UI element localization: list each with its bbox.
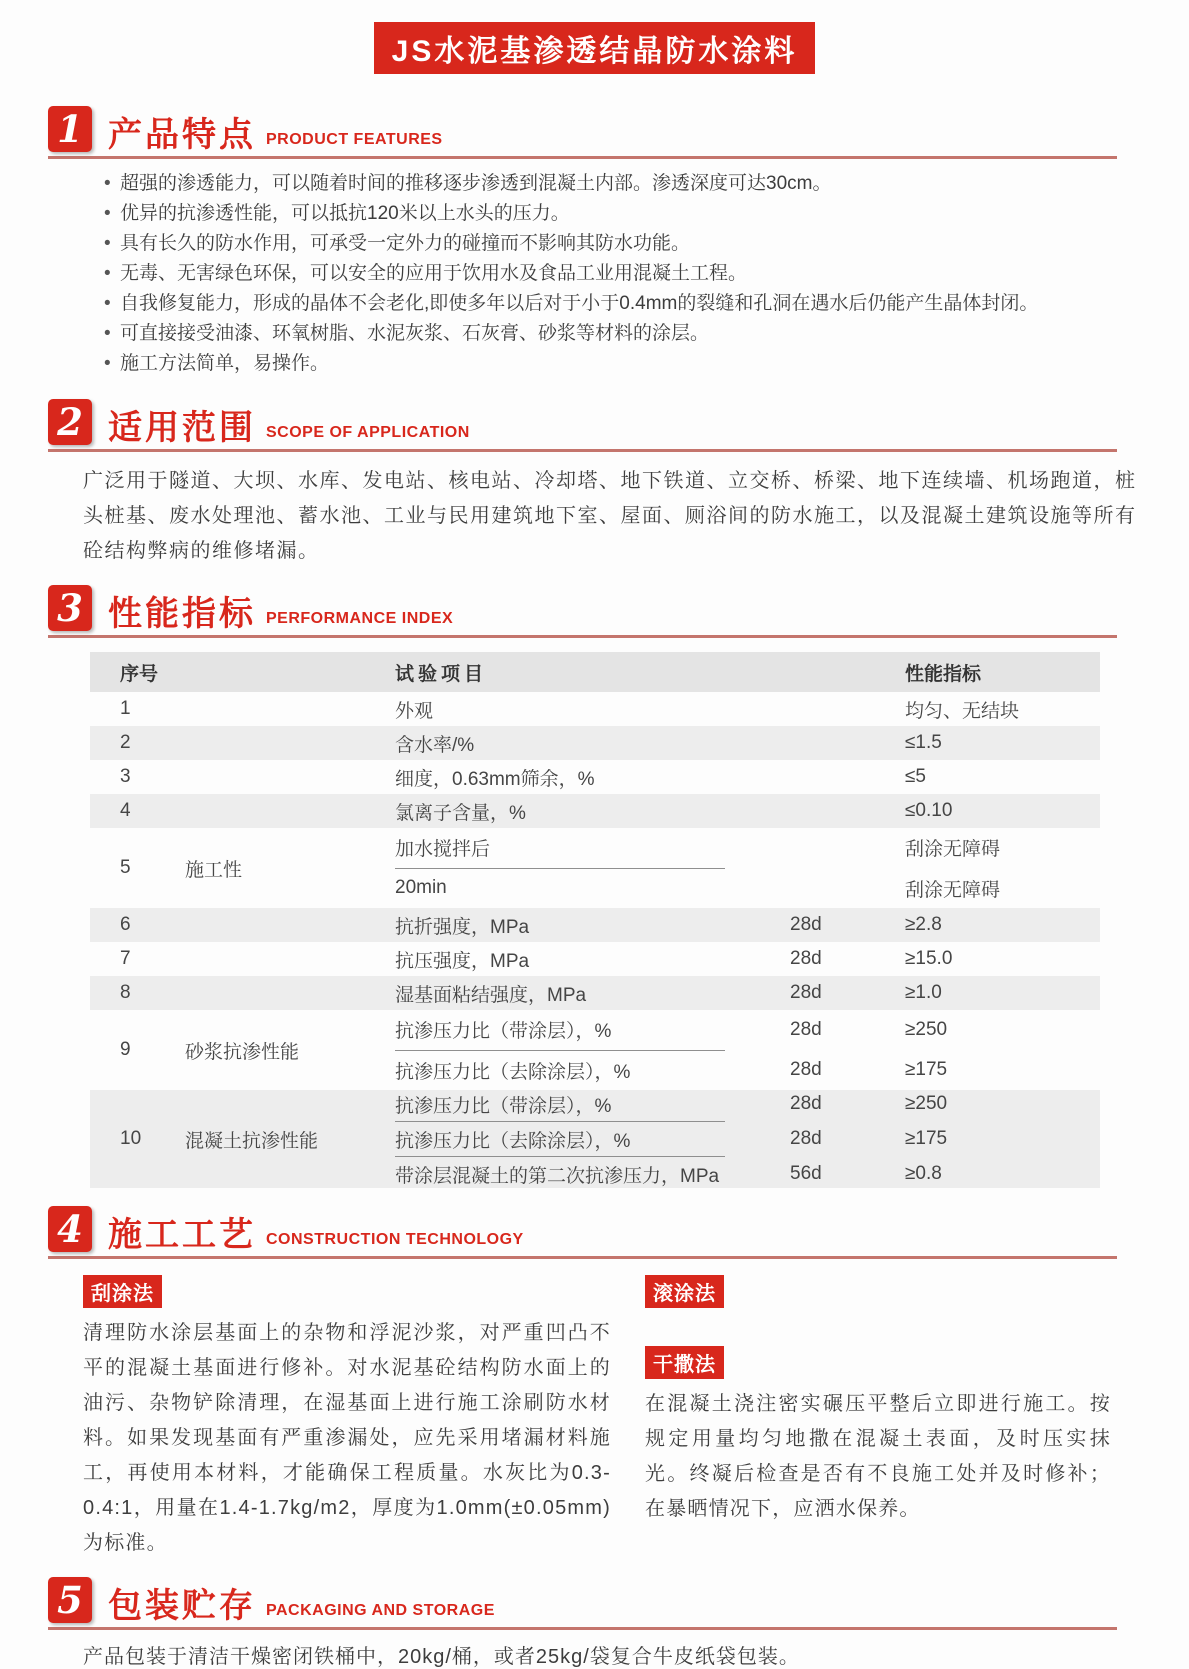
section-title-en: PERFORMANCE INDEX xyxy=(266,610,454,627)
cell-age: 28d xyxy=(790,1093,822,1114)
bullet-dot-icon: • xyxy=(104,173,111,194)
cell-subrows xyxy=(385,760,1100,794)
cell-group: 混凝土抗渗性能 xyxy=(185,1130,319,1152)
cell-group xyxy=(180,726,385,760)
cell-age: 28d xyxy=(790,914,822,935)
cell-test-item: 带涂层混凝土的第二次抗渗压力，MPa xyxy=(395,1165,720,1187)
cell-test-item: 氯离子含量，% xyxy=(395,802,526,824)
cell-subrows xyxy=(385,692,1100,726)
cell-test-item: 细度，0.63mm筛余，% xyxy=(395,768,595,790)
bullet-dot-icon: • xyxy=(104,263,111,284)
cell-index-value: ≤0.10 xyxy=(905,800,953,821)
page-title: JS水泥基渗透结晶防水涂料 xyxy=(374,22,816,74)
cell-index-value: ≥250 xyxy=(905,1093,948,1114)
cell-subrows xyxy=(385,794,1100,828)
feature-bullet xyxy=(104,319,1129,349)
table-subrow xyxy=(385,908,1100,942)
feature-text: 超强的渗透能力，可以随着时间的推移逐步渗透到混凝土内部。渗透深度可达30cm。 xyxy=(120,173,832,194)
feature-text: 可直接接受油漆、环氧树脂、水泥灰浆、石灰膏、砂浆等材料的涂层。 xyxy=(120,323,710,344)
section-title-en: PACKAGING AND STORAGE xyxy=(266,1602,495,1619)
table-row xyxy=(90,692,1100,726)
feature-bullet xyxy=(104,259,1129,289)
header-no: 序号 xyxy=(120,663,159,685)
cell-subrows xyxy=(385,942,1100,976)
cell-no: 8 xyxy=(120,982,131,1003)
method-roll xyxy=(645,1275,1111,1308)
section-title-zh: 产品特点 xyxy=(108,116,256,154)
header-test: 试验项目 xyxy=(395,663,488,685)
feature-text: 具有长久的防水作用，可承受一定外力的碰撞而不影响其防水功能。 xyxy=(120,233,691,254)
feature-bullet xyxy=(104,349,1129,379)
table-row xyxy=(90,1010,1100,1090)
cell-no: 3 xyxy=(120,766,131,787)
cell-group xyxy=(180,760,385,794)
section-title-en: PRODUCT FEATURES xyxy=(266,131,443,148)
cell-index-value: ≥175 xyxy=(905,1059,948,1081)
section-header-product-features xyxy=(48,106,1117,159)
feature-text: 自我修复能力，形成的晶体不会老化,即使多年以后对于小于0.4mm的裂缝和孔洞在遇水后仍能产生晶体封闭。 xyxy=(120,293,1039,314)
cell-index-value: ≥15.0 xyxy=(905,948,953,969)
cell-test-item: 抗渗压力比（带涂层），% xyxy=(395,1095,612,1117)
cell-test-item: 抗压强度，MPa xyxy=(395,950,530,972)
cell-index-value: ≥175 xyxy=(905,1128,948,1149)
cell-test-item: 抗渗压力比（带涂层），% xyxy=(395,1021,612,1043)
cell-test-item: 外观 xyxy=(395,700,434,722)
table-body xyxy=(90,692,1100,1188)
table-subrow xyxy=(385,760,1100,794)
cell-subrows xyxy=(385,828,1100,908)
cell-index-value: ≤5 xyxy=(905,766,926,787)
table-row xyxy=(90,976,1100,1010)
cell-subrows xyxy=(385,1090,1100,1188)
cell-group: 砂浆抗渗性能 xyxy=(185,1041,300,1063)
cell-index-value: ≥2.8 xyxy=(905,914,942,935)
section-title-en: CONSTRUCTION TECHNOLOGY xyxy=(266,1231,524,1248)
cell-test-item: 湿基面粘结强度，MPa xyxy=(395,984,587,1006)
cell-no: 9 xyxy=(120,1039,131,1060)
cell-age: 28d xyxy=(790,948,822,969)
table-subrow xyxy=(385,692,1100,726)
cell-test-item: 抗渗压力比（去除涂层），% xyxy=(395,1130,631,1152)
table-subrow xyxy=(385,942,1100,976)
section-title-en: SCOPE OF APPLICATION xyxy=(266,424,470,441)
table-subrow xyxy=(385,828,1100,868)
feature-list xyxy=(104,169,1129,379)
table-subrow xyxy=(385,1122,1100,1156)
cell-age: 28d xyxy=(790,982,822,1003)
cell-no: 2 xyxy=(120,732,131,753)
bullet-dot-icon: • xyxy=(104,353,111,374)
cell-no: 6 xyxy=(120,914,131,935)
table-subrow xyxy=(385,1010,1100,1050)
cell-test-item: 抗渗压力比（去除涂层），% xyxy=(395,1061,631,1083)
bullet-dot-icon: • xyxy=(104,233,111,254)
section-title-zh: 适用范围 xyxy=(108,409,256,447)
table-subrow xyxy=(385,1051,1100,1091)
section-title-zh: 包装贮存 xyxy=(108,1587,256,1625)
cell-test-item: 抗折强度，MPa xyxy=(395,916,530,938)
table-row xyxy=(90,908,1100,942)
method-scrape xyxy=(83,1275,611,1561)
table-subrow xyxy=(385,976,1100,1010)
table-subrow xyxy=(385,794,1100,828)
feature-bullet xyxy=(104,289,1129,319)
table-subrow xyxy=(385,1157,1100,1191)
table-row xyxy=(90,726,1100,760)
feature-bullet xyxy=(104,199,1129,229)
section-header-performance xyxy=(48,585,1117,638)
cell-subrows xyxy=(385,976,1100,1010)
bullet-dot-icon: • xyxy=(104,323,111,344)
cell-no: 4 xyxy=(120,800,131,821)
table-row xyxy=(90,760,1100,794)
cell-age: 28d xyxy=(790,1059,822,1081)
feature-text: 无毒、无害绿色环保，可以安全的应用于饮用水及食品工业用混凝土工程。 xyxy=(120,263,748,284)
cell-index-value: 均匀、无结块 xyxy=(905,700,1020,722)
cell-subrows xyxy=(385,1010,1100,1090)
method-right-column xyxy=(645,1275,1111,1561)
section-header-scope xyxy=(48,399,1117,452)
cell-index-value: ≤1.5 xyxy=(905,732,942,753)
feature-bullet xyxy=(104,229,1129,259)
scope-paragraph: 广泛用于隧道、大坝、水库、发电站、核电站、冷却塔、地下铁道、立交桥、桥梁、地下连续墙、机场跑道，桩头桩基、废水处理池、蓄水池、工业与民用建筑地下室、屋面、厕浴间的防水施工，以及混凝土建筑设施等所有砼结构弊病的维修堵漏。 xyxy=(83,470,1137,562)
table-row xyxy=(90,1090,1100,1188)
performance-table xyxy=(90,652,1100,1188)
method-badge-scrape: 刮涂法 xyxy=(83,1275,162,1308)
cell-group: 施工性 xyxy=(185,859,243,881)
method-paragraph-dry: 在混凝土浇注密实碾压平整后立即进行施工。按规定用量均匀地撒在混凝土表面，及时压实抹光。终凝后检查是否有不良施工处并及时修补；在暴晒情况下，应洒水保养。 xyxy=(645,1393,1111,1520)
cell-group xyxy=(180,976,385,1010)
section-number: 1 xyxy=(48,106,92,152)
bullet-dot-icon: • xyxy=(104,293,111,314)
header-index: 性能指标 xyxy=(905,663,982,685)
table-row xyxy=(90,942,1100,976)
packaging-paragraph: 产品包装于清洁干燥密闭铁桶中，20kg/桶，或者25kg/袋复合牛皮纸袋包装。 xyxy=(83,1646,800,1668)
cell-index-value: 刮涂无障碍 xyxy=(905,879,1001,901)
section-number: 2 xyxy=(48,399,92,445)
cell-group xyxy=(180,908,385,942)
table-row xyxy=(90,794,1100,828)
cell-index-value: ≥1.0 xyxy=(905,982,942,1003)
title-bar xyxy=(0,0,1189,74)
cell-no: 7 xyxy=(120,948,131,969)
section-title-zh: 性能指标 xyxy=(108,595,256,633)
cell-group xyxy=(180,692,385,726)
cell-index-value: 刮涂无障碍 xyxy=(905,839,1001,861)
section-title-zh: 施工工艺 xyxy=(108,1216,256,1254)
cell-no: 1 xyxy=(120,698,131,719)
table-header-row xyxy=(90,652,1100,692)
feature-text: 优异的抗渗透性能，可以抵抗120米以上水头的压力。 xyxy=(120,203,570,224)
cell-age: 28d xyxy=(790,1018,822,1040)
cell-subrows xyxy=(385,908,1100,942)
cell-group xyxy=(180,794,385,828)
cell-index-value: ≥250 xyxy=(905,1018,948,1040)
section-header-construction xyxy=(48,1206,1117,1259)
method-badge-dry: 干撒法 xyxy=(645,1346,724,1379)
table-subrow xyxy=(385,1087,1100,1121)
method-dry xyxy=(645,1346,1111,1527)
cell-no: 10 xyxy=(120,1128,142,1149)
cell-group xyxy=(180,942,385,976)
table-subrow xyxy=(385,726,1100,760)
cell-age: 28d xyxy=(790,1128,822,1149)
method-paragraph-scrape: 清理防水涂层基面上的杂物和浮泥沙浆，对严重凹凸不平的混凝土基面进行修补。对水泥基砼结构防水面上的油污、杂物铲除清理，在湿基面上进行施工涂刷防水材料。如果发现基面有严重渗漏处，应先采用堵漏材料施工，再使用本材料，才能确保工程质量。水灰比为0.3-0.4:1，用量在1.4-1.7kg/m2，厚度为1.0mm(±0.05mm)为标准。 xyxy=(83,1322,611,1554)
cell-no: 5 xyxy=(120,857,131,878)
cell-test-item: 加水搅拌后 xyxy=(395,839,491,861)
section-header-packaging xyxy=(48,1577,1117,1630)
bullet-dot-icon: • xyxy=(104,203,111,224)
cell-subrows xyxy=(385,726,1100,760)
method-badge-roll: 滚涂法 xyxy=(645,1275,724,1308)
feature-bullet xyxy=(104,169,1129,199)
table-subrow xyxy=(385,869,1100,909)
table-row xyxy=(90,828,1100,908)
construction-columns xyxy=(83,1275,1111,1561)
cell-index-value: ≥0.8 xyxy=(905,1163,942,1184)
cell-age: 56d xyxy=(790,1163,822,1184)
cell-test-item: 含水率/% xyxy=(395,734,475,756)
feature-text: 施工方法简单，易操作。 xyxy=(120,353,330,374)
cell-test-item: 20min xyxy=(395,877,447,899)
section-number: 3 xyxy=(48,585,92,631)
section-number: 4 xyxy=(48,1206,92,1252)
section-number: 5 xyxy=(48,1577,92,1623)
